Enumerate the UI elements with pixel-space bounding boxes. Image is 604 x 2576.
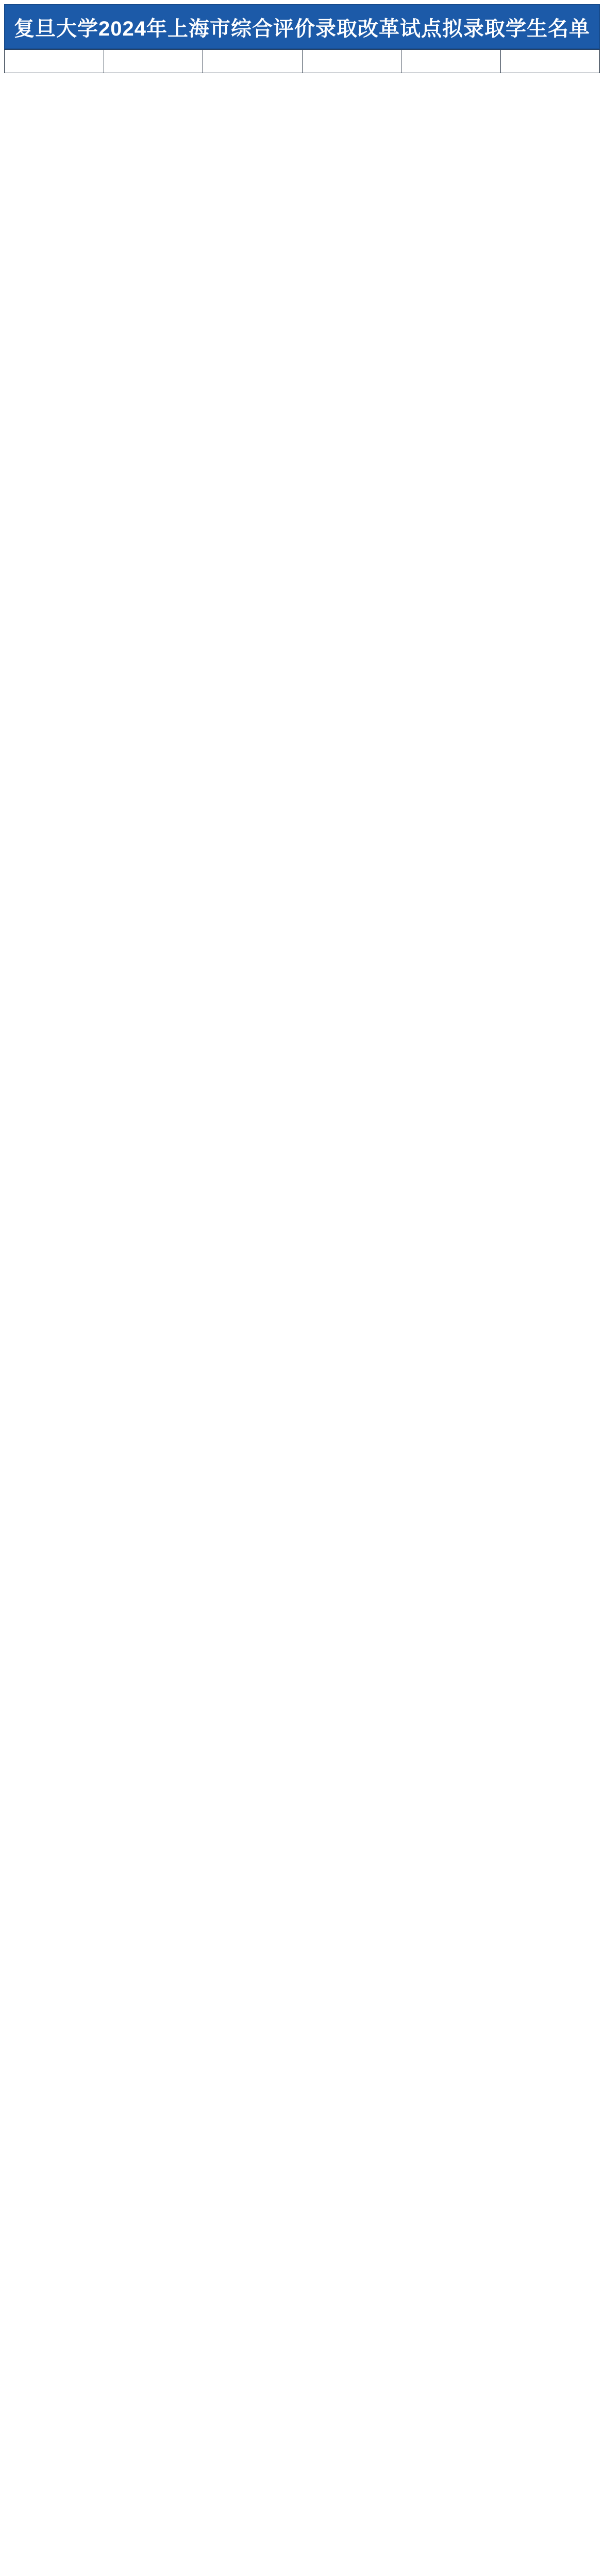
student-name-cell <box>302 50 401 73</box>
roster-body <box>5 50 600 73</box>
student-name-cell <box>104 50 203 73</box>
student-name-cell <box>500 50 600 73</box>
table-row <box>5 50 600 73</box>
admission-roster-table <box>4 49 600 73</box>
student-name-cell <box>203 50 303 73</box>
page-title: 复旦大学2024年上海市综合评价录取改革试点拟录取学生名单 <box>4 4 600 49</box>
student-name-cell <box>5 50 104 73</box>
student-name-cell <box>401 50 501 73</box>
